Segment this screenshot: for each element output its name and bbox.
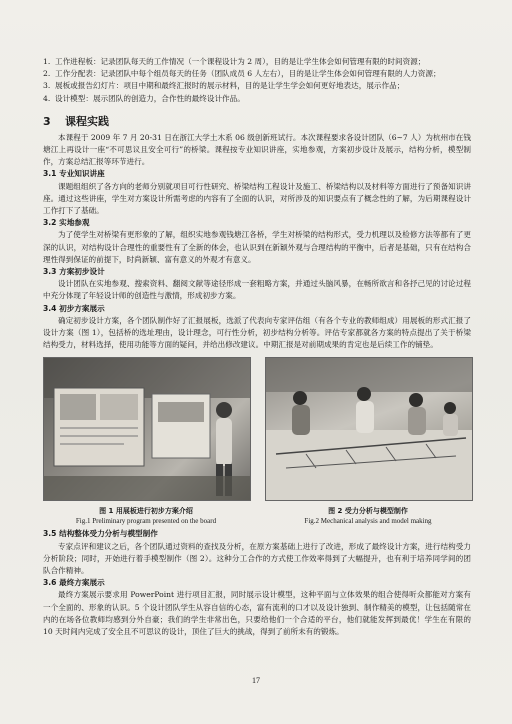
paragraph: 确定初步设计方案，各个团队制作好了汇报展板，选派了代表向专家评估组（有各个专业的教师组成）用展板的形式汇报了设计方案（图 1），包括桥的选址理由，设计理念，可行性分析，初步结构分析等。评估专家都就各方案的特点提出了关于桥梁结构受力，材料选择，使用功能等方面的疑问，并给出修改建议。中期汇报是对前期成果的肯定也是后续工作的铺垫。 bbox=[43, 315, 471, 350]
presentation-photo-illustration bbox=[44, 358, 250, 500]
paragraph: 设计团队在实地参观、搜索资料、翻阅文献等途径形成一套粗略方案，并通过头脑风暴，在畅所欲言和各抒己见的讨论过程中充分体现了年轻设计师的创造性与激情，形成初步方案。 bbox=[43, 279, 471, 301]
page-body bbox=[43, 56, 471, 638]
figure-2 bbox=[265, 357, 471, 526]
figure-2-caption-cn: 图 2 受力分析与模型制作 bbox=[328, 507, 408, 516]
subsection-heading: 3.2 实地参观 bbox=[43, 218, 90, 228]
subsection-heading: 3.1 专业知识讲座 bbox=[43, 169, 105, 179]
figure-1 bbox=[43, 357, 249, 526]
page-number: 17 bbox=[252, 676, 260, 685]
deliverables-list bbox=[43, 56, 471, 105]
figure-1-caption-cn: 图 1 用展板进行初步方案介绍 bbox=[99, 507, 193, 516]
paragraph: 专家点评和建议之后，各个团队通过资料的查找及分析，在原方案基础上进行了改进，形成了最终设计方案，进行结构受力分析阶段；同时，开始进行着手模型制作（图 2）。这种分工合作的方式使工作效率得到了大幅提升，也有利于培养同学间的团队合作精神。 bbox=[43, 541, 471, 576]
section-intro: 本课程于 2009 年 7 月 20-31 日在浙江大学土木系 06 级创新班试行。本次课程要求各设计团队（6~7 人）为杭州市在钱塘江上再设计一座“不可思议且安全可行”的桥梁。课程按专业知识讲座，实地参观，方案初步设计及展示，结构分析，模型制作，方案总结汇报等环节进行。 bbox=[43, 132, 471, 167]
subsection-heading: 3.5 结构整体受力分析与模型制作 bbox=[43, 529, 158, 539]
subsection-heading: 3.6 最终方案展示 bbox=[43, 578, 105, 588]
figure-2-caption-en: Fig.2 Mechanical analysis and model making bbox=[304, 517, 432, 526]
figure-row bbox=[43, 357, 471, 526]
list-item: 4. 设计模型：展示团队的创造力，合作性的最终设计作品。 bbox=[43, 93, 245, 103]
figure-1-caption-en: Fig.1 Preliminary program presented on the board bbox=[75, 517, 217, 526]
paragraph: 最终方案展示要求用 PowerPoint 进行项目汇报，同时展示设计模型，这种平面与立体效果的组合使得听众都能对方案有一个全面的、形象的认识。5 个设计团队学生从容自信的心态，富有流利的口才以及设计独到、制作精美的模型，让包括随常在内的在场各位教师均感到分外自豪；我们的学生非常出色，只要给他们一个合适的平台，他们就能发挥到最优！学生在有限的 10 天时间内完成了安全且不可思议的设计，顶住了巨大的挑战，得到了前所未有的锻炼。 bbox=[43, 590, 471, 637]
subsection-heading: 3.3 方案初步设计 bbox=[43, 267, 105, 277]
section-heading: 3 课程实践 bbox=[43, 114, 109, 128]
figure-1-photo bbox=[43, 357, 251, 501]
paragraph: 为了使学生对桥梁有更形象的了解，组织实地参观钱塘江各桥，学生对桥梁的结构形式，受力机理以及检修方法等都有了更深的认识，对结构设计合理性的重要性有了全新的体会，也认识到在新颖外观与合理结构的平衡中，后者是基础，只有在结构合理性得到保证的前提下，时尚新颖、富有意义的外观才有意义。 bbox=[43, 230, 471, 264]
list-item: 2. 工作分配表：记录团队中每个组员每天的任务（团队成员 6 人左右），目的是让学生体会如何管理有限的人力资源； bbox=[43, 69, 441, 79]
figure-2-photo bbox=[265, 357, 473, 501]
model-making-photo-illustration bbox=[266, 358, 472, 500]
list-item: 3. 展板或报告幻灯片：项目中期和最终汇报时的展示材料，目的是让学生学会如何更好地表达，展示作品； bbox=[43, 81, 405, 91]
list-item: 1. 工作进程板：记录团队每天的工作情况（一个课程设计为 2 周），目的是让学生体会如何管理有限的时间资源； bbox=[43, 57, 426, 66]
paragraph: 课题组组织了各方向的老师分别就项目可行性研究、桥梁结构工程设计及施工、桥梁结构以及材料等方面进行了预备知识讲座。通过这些讲座，学生对方案设计所需考虑的内容有了全面的认识，对所涉及的知识要点有了概念性的了解，为后期课程设计工作打下了基础。 bbox=[43, 181, 471, 216]
subsection-heading: 3.4 初步方案展示 bbox=[43, 303, 105, 313]
